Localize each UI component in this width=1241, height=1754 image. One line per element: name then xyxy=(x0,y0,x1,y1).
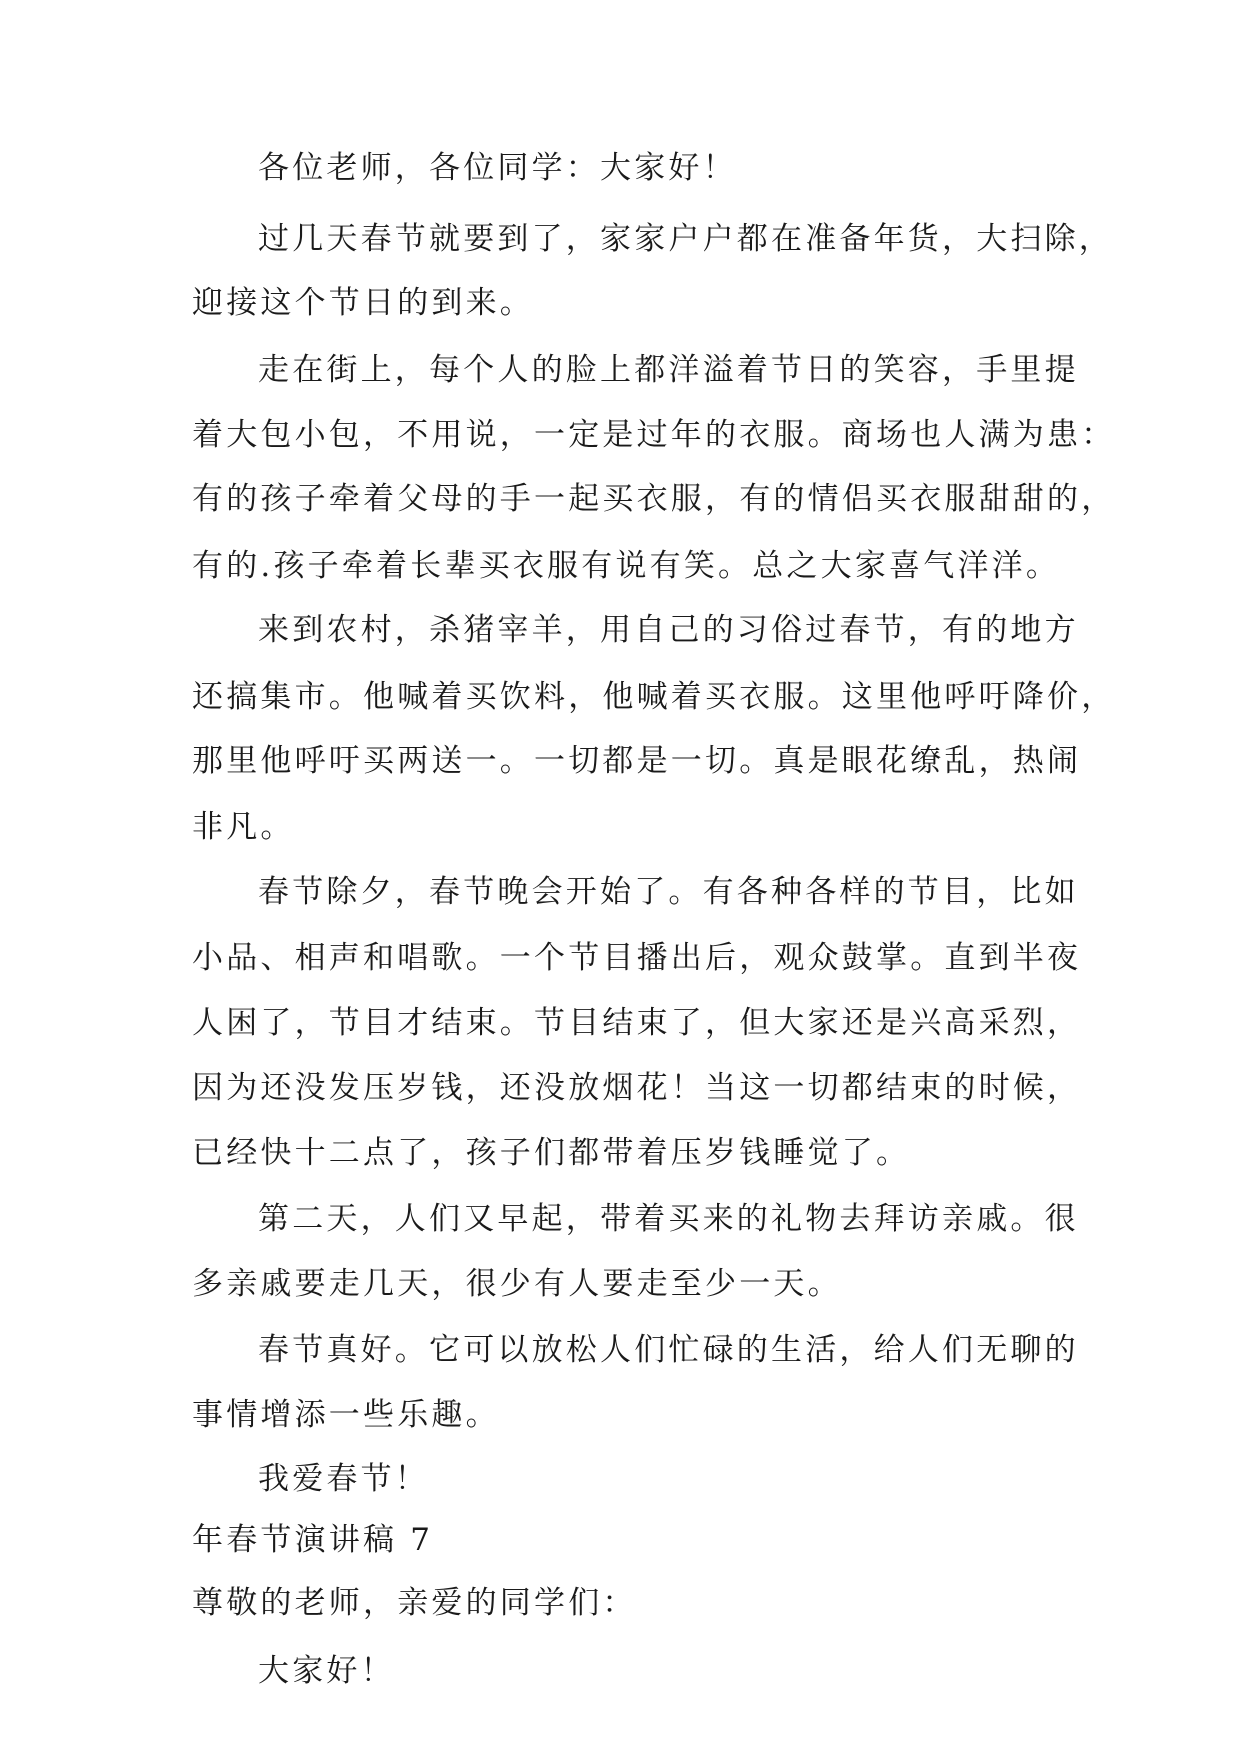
paragraph-line: 着大包小包，不用说，一定是过年的衣服。商场也人满为患： xyxy=(192,417,1116,453)
greeting-line: 各位老师，各位同学：大家好！ xyxy=(258,150,737,186)
paragraph-line: 事情增添一些乐趣。 xyxy=(192,1397,500,1433)
paragraph-line: 迎接这个节日的到来。 xyxy=(192,285,534,321)
paragraph-line: 过几天春节就要到了，家家户户都在准备年货，大扫除， xyxy=(258,221,1113,257)
paragraph-line: 还搞集市。他喊着买饮料，他喊着买衣服。这里他呼吁降价， xyxy=(192,679,1116,715)
paragraph-line: 有的.孩子牵着长辈买衣服有说有笑。总之大家喜气洋洋。 xyxy=(192,548,1061,584)
paragraph-line: 有的孩子牵着父母的手一起买衣服，有的情侣买衣服甜甜的， xyxy=(192,481,1116,517)
salutation-line: 尊敬的老师，亲爱的同学们： xyxy=(192,1585,637,1621)
paragraph-line: 非凡。 xyxy=(192,809,295,845)
paragraph-line: 因为还没发压岁钱，还没放烟花！当这一切都结束的时候， xyxy=(192,1070,1082,1106)
paragraph-line: 小品、相声和唱歌。一个节目播出后，观众鼓掌。直到半夜 xyxy=(192,940,1082,976)
paragraph-line: 已经快十二点了，孩子们都带着压岁钱睡觉了。 xyxy=(192,1135,911,1171)
paragraph-line: 多亲戚要走几天，很少有人要走至少一天。 xyxy=(192,1266,842,1302)
paragraph-line: 人困了，节目才结束。节目结束了，但大家还是兴高采烈， xyxy=(192,1005,1082,1041)
greeting-line: 大家好！ xyxy=(258,1653,395,1689)
paragraph-line: 走在街上，每个人的脸上都洋溢着节日的笑容，手里提 xyxy=(258,352,1079,388)
section-heading: 年春节演讲稿 7 xyxy=(192,1522,434,1558)
paragraph-line: 春节除夕，春节晚会开始了。有各种各样的节目，比如 xyxy=(258,874,1079,910)
paragraph-line: 第二天，人们又早起，带着买来的礼物去拜访亲戚。很 xyxy=(258,1201,1079,1237)
paragraph-line: 春节真好。它可以放松人们忙碌的生活，给人们无聊的 xyxy=(258,1332,1079,1368)
paragraph-line: 那里他呼吁买两送一。一切都是一切。真是眼花缭乱，热闹 xyxy=(192,743,1082,779)
paragraph-line: 来到农村，杀猪宰羊，用自己的习俗过春节，有的地方 xyxy=(258,612,1079,648)
closing-line: 我爱春节！ xyxy=(258,1461,429,1497)
